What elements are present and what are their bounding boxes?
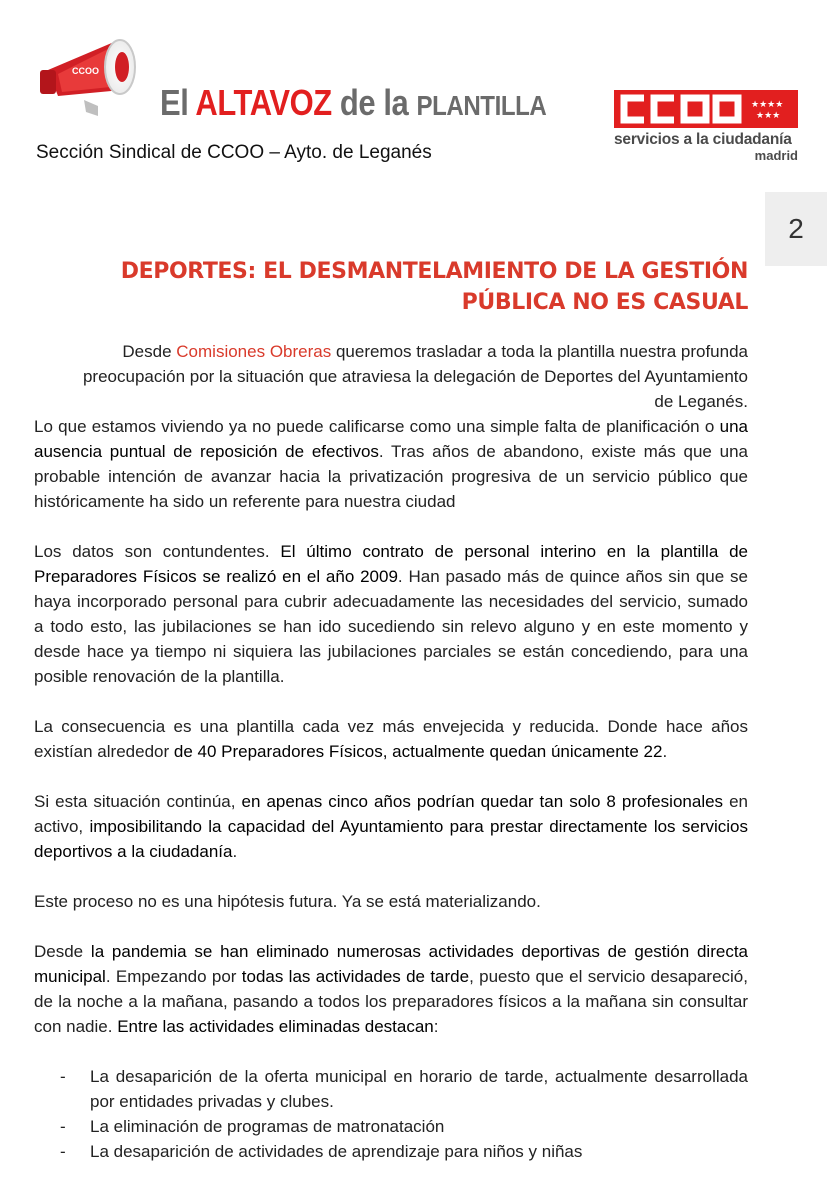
masthead-altavoz: ALTAVOZ (195, 82, 332, 123)
megaphone-icon (36, 30, 146, 118)
ccoo-logo (614, 90, 798, 163)
logo-city: madrid (754, 148, 798, 163)
list-item: - La eliminación de programas de matronatación (60, 1117, 445, 1136)
ccoo-logo-mark (614, 90, 798, 128)
eliminated-activities-list (34, 1064, 748, 1164)
svg-text:★★★: ★★★ (756, 111, 781, 121)
list-item: - La desaparición de la oferta municipal en horario de tarde, actualmente desarrollada por entidades privadas y clubes. (60, 1067, 748, 1111)
svg-text:★★★★: ★★★★ (751, 100, 784, 110)
article-title: DEPORTES: EL DESMANTELAMIENTO DE LA GESTIÓN PÚBLICA NO ES CASUAL (120, 259, 748, 315)
paragraph-3: Los datos son contundentes. El último contrato de personal interino en la plantilla de Preparadores Físicos se realizó en el año 2009. Han pasado más de quince años sin que se haya incorporado personal para cubrir adecuadamente las necesidades del servicio, sumado a todo esto, las jubilaciones se han ido sucediendo sin relevo alguno y en este momento y desde hace ya tiempo ni siquiera las jubilaciones parciales se están concediendo, para una posible renovación de la plantilla. (34, 542, 748, 686)
masthead-el: El (160, 82, 189, 123)
paragraph-1: Desde Comisiones Obreras queremos trasladar a toda la plantilla nuestra profunda preocupación por la situación que atraviesa la delegación de Deportes del Ayuntamiento de Leganés. (82, 342, 748, 411)
article-body (34, 339, 748, 1164)
comisiones-obreras-text: Comisiones Obreras (176, 342, 332, 361)
section-subtitle: Sección Sindical de CCOO – Ayto. de Leganés (36, 142, 432, 163)
masthead-dela: de la (339, 82, 409, 123)
paragraph-4: La consecuencia es una plantilla cada vez más envejecida y reducida. Donde hace años existían alrededor de 40 Preparadores Físicos, actualmente quedan únicamente 22. (34, 717, 748, 761)
paragraph-7: Desde la pandemia se han eliminado numerosas actividades deportivas de gestión directa municipal. Empezando por todas las actividades de tarde, puesto que el servicio desapareció, de la noche a la mañana, pasando a todos los preparadores físicos a la mañana sin consultar con nadie. Entre las actividades eliminadas destacan: (34, 942, 748, 1036)
paragraph-2: Lo que estamos viviendo ya no puede calificarse como una simple falta de planificación o una ausencia puntual de reposición de efectivos. Tras años de abandono, existe más que una probable intención de avanzar hacia la privatización progresiva de un servicio público que históricamente ha sido un referente para nuestra ciudad (34, 417, 748, 511)
paragraph-6: Este proceso no es una hipótesis futura. Ya se está materializando. (34, 892, 541, 911)
page-number: 2 (765, 192, 827, 266)
logo-subtitle: servicios a la ciudadanía (614, 131, 792, 148)
masthead-title (160, 82, 546, 124)
masthead-plantilla: PLANTILLA (416, 90, 547, 121)
megaphone-badge: CCOO (72, 66, 99, 76)
list-item: - La desaparición de actividades de aprendizaje para niños y niñas (60, 1142, 583, 1161)
paragraph-5: Si esta situación continúa, en apenas cinco años podrían quedar tan solo 8 profesionales en activo, imposibilitando la capacidad del Ayuntamiento para prestar directamente los servicios deportivos a la ciudadanía. (34, 792, 749, 861)
